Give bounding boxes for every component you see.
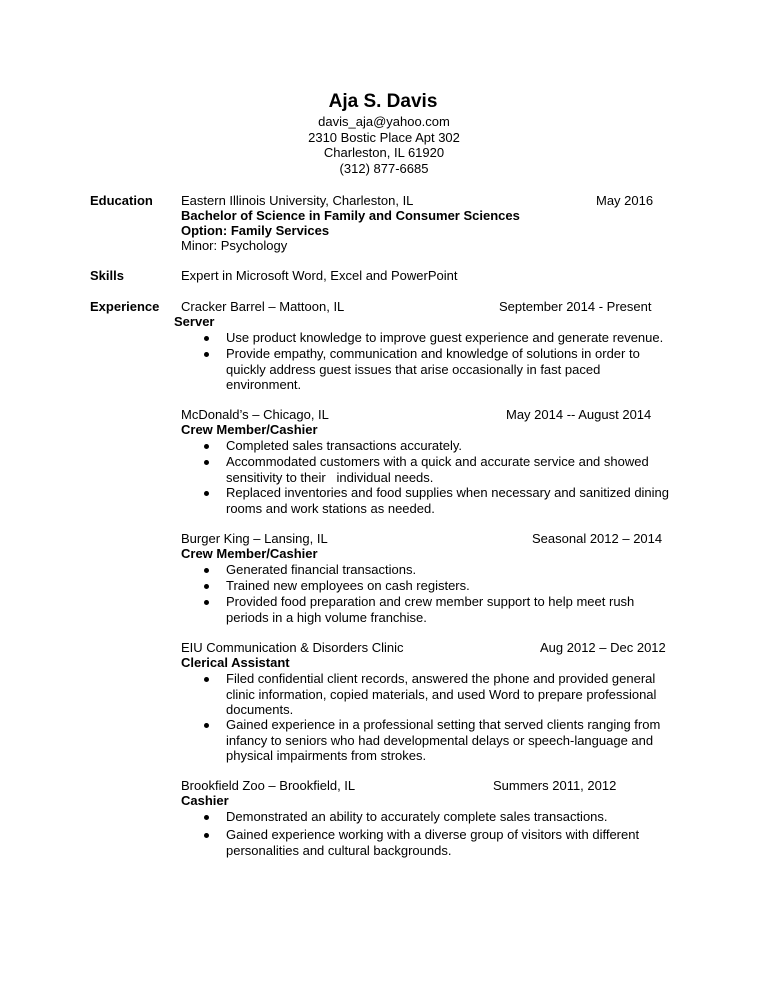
job-bullet: Filed confidential client records, answered the phone and provided general	[226, 671, 656, 686]
education-label: Education	[90, 193, 153, 208]
job-title: Server	[174, 314, 215, 329]
bullet-icon	[204, 584, 209, 589]
job-bullet: Generated financial transactions.	[226, 562, 417, 577]
resume-header	[0, 90, 768, 176]
job-bullet: Trained new employees on cash registers.	[226, 578, 470, 593]
job-bullet: Completed sales transactions accurately.	[226, 438, 463, 453]
email: davis_aja@yahoo.com	[318, 114, 450, 129]
job-bullet-cont: infancy to seniors who had developmental delays or speech-language and	[226, 732, 654, 748]
skills-text: Expert in Microsoft Word, Excel and PowerPoint	[181, 268, 458, 283]
job-title: Crew Member/Cashier	[181, 422, 318, 437]
address-line-1: 2310 Bostic Place Apt 302	[308, 129, 460, 145]
bullet-icon	[204, 833, 209, 838]
job-bullet: Replaced inventories and food supplies when necessary and sanitized dining	[226, 485, 670, 500]
job-employer: McDonald’s – Chicago, IL	[181, 407, 329, 422]
bullet-icon	[204, 491, 209, 496]
job-bullet: Accommodated customers with a quick and accurate service and showed	[226, 454, 649, 469]
bullet-icon	[204, 723, 209, 728]
job-employer: Burger King – Lansing, IL	[181, 531, 328, 546]
education-degree: Bachelor of Science in Family and Consumer Sciences	[181, 208, 520, 223]
job-employer: Cracker Barrel – Mattoon, IL	[181, 299, 345, 314]
job-bullet-cont: documents.	[226, 702, 294, 717]
job-bullet: Provide empathy, communication and knowledge of solutions in order to	[226, 346, 640, 361]
job-bullet-cont: environment.	[226, 377, 302, 392]
job-dates: Seasonal 2012 – 2014	[532, 531, 663, 546]
job-title: Crew Member/Cashier	[181, 546, 318, 561]
education-date: May 2016	[596, 193, 654, 208]
job-bullet-cont: periods in a high volume franchise.	[226, 609, 427, 625]
job-title: Clerical Assistant	[181, 655, 290, 670]
job-bullet: Use product knowledge to improve guest experience and generate revenue.	[226, 330, 664, 345]
bullet-icon	[204, 352, 209, 357]
job-bullet: Provided food preparation and crew member support to help meet rush	[226, 594, 635, 609]
bullet-icon	[204, 460, 209, 465]
education-school: Eastern Illinois University, Charleston, IL	[181, 193, 414, 208]
experience-label: Experience	[90, 299, 160, 314]
education-minor: Minor: Psychology	[181, 238, 288, 253]
job-title: Cashier	[181, 793, 229, 808]
bullet-icon	[204, 815, 209, 820]
skills-label: Skills	[90, 268, 124, 283]
job-dates: Aug 2012 – Dec 2012	[540, 640, 666, 655]
job-bullet-cont: quickly address guest issues that arise occasionally in fast paced	[226, 361, 601, 377]
bullet-icon	[204, 677, 209, 682]
bullet-icon	[204, 444, 209, 449]
bullet-icon	[204, 568, 209, 573]
job-dates: Summers 2011, 2012	[493, 778, 617, 793]
job-bullet: Demonstrated an ability to accurately complete sales transactions.	[226, 809, 608, 824]
job-bullet: Gained experience working with a diverse group of visitors with different	[226, 827, 640, 842]
job-bullet-cont: clinic information, copied materials, and used Word to prepare professional	[226, 686, 657, 702]
education-option: Option: Family Services	[181, 223, 330, 238]
job-dates: September 2014 - Present	[499, 299, 652, 314]
job-bullet-cont: physical impairments from strokes.	[226, 748, 427, 763]
job-bullet-cont: rooms and work stations as needed.	[226, 500, 435, 516]
job-dates: May 2014 -- August 2014	[506, 407, 652, 422]
job-bullet: Gained experience in a professional setting that served clients ranging from	[226, 717, 661, 732]
job-bullet-cont: sensitivity to their individual needs.	[226, 469, 434, 485]
address-line-2: Charleston, IL 61920	[323, 145, 445, 160]
job-employer: EIU Communication & Disorders Clinic	[181, 640, 404, 655]
candidate-name: Aja S. Davis	[328, 91, 438, 112]
bullet-icon	[204, 600, 209, 605]
phone: (312) 877-6685	[339, 160, 429, 176]
bullet-icon	[204, 336, 209, 341]
job-employer: Brookfield Zoo – Brookfield, IL	[181, 778, 356, 793]
job-bullet-cont: personalities and cultural backgrounds.	[226, 842, 452, 858]
